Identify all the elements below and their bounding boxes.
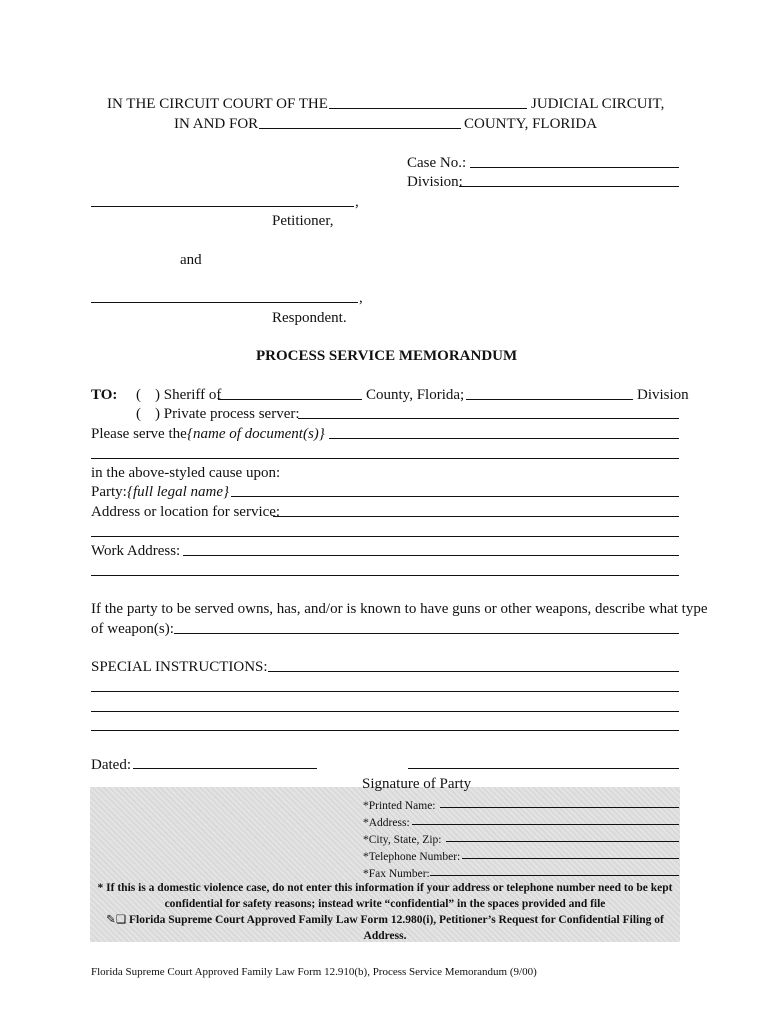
checkbox-icon: ❏ (115, 914, 127, 926)
city-state-zip-field[interactable] (446, 841, 679, 842)
page-title: PROCESS SERVICE MEMORANDUM (256, 348, 518, 364)
service-address-field[interactable] (273, 516, 679, 517)
upon-label: in the above-styled cause upon: (91, 465, 281, 481)
petitioner-comma: , (355, 194, 359, 210)
special-instructions-line3[interactable] (91, 711, 679, 712)
party-label: Party: (91, 484, 127, 500)
confidential-form-text: Florida Supreme Court Approved Family Law Form 12.980(i), Petitioner’s Request for Confidential Filing of (129, 914, 664, 926)
dated-label: Dated: (91, 757, 131, 773)
document-field[interactable] (329, 438, 679, 439)
sheriff-county-field[interactable] (218, 399, 362, 400)
domestic-violence-note-line2: confidential for safety reasons; instead write “confidential” in the spaces provided and file (164, 898, 606, 910)
service-address-field-line2[interactable] (91, 536, 679, 537)
county-florida-text: County, Florida; (366, 387, 465, 403)
petitioner-label: Petitioner, (272, 213, 334, 229)
sheriff-division-field[interactable] (466, 399, 633, 400)
county-field[interactable] (259, 128, 461, 129)
address-label: *Address: (363, 817, 410, 829)
and-label: and (180, 252, 202, 268)
printed-name-label: *Printed Name: (363, 800, 436, 812)
petitioner-field[interactable] (91, 206, 354, 207)
respondent-field[interactable] (91, 302, 358, 303)
division-field[interactable] (459, 186, 679, 187)
confidential-form-note (90, 912, 680, 928)
pen-icon: ✎ (106, 914, 116, 926)
court-line2-label: IN AND FOR (174, 116, 259, 132)
private-server-checkbox[interactable]: ( (136, 406, 141, 422)
work-address-field[interactable] (183, 555, 679, 556)
signature-field[interactable] (408, 768, 679, 769)
respondent-comma: , (359, 290, 363, 306)
division-label: Division: (407, 174, 463, 190)
case-no-field[interactable] (470, 167, 679, 168)
judicial-circuit-field[interactable] (329, 108, 527, 109)
weapons-field[interactable] (174, 633, 679, 634)
form-footer: Florida Supreme Court Approved Family Law Form 12.910(b), Process Service Memorandum (9/00) (91, 966, 537, 978)
fax-label: *Fax Number: (363, 868, 430, 880)
private-server-field[interactable] (298, 418, 679, 419)
sheriff-checkbox[interactable]: ( (136, 387, 141, 403)
dated-field[interactable] (133, 768, 317, 769)
serve-label: Please serve the (91, 426, 187, 442)
private-server-label: ) Private process server: (155, 406, 300, 422)
judicial-circuit-label: JUDICIAL CIRCUIT, (531, 96, 665, 112)
confidential-form-note-line2: Address. (363, 930, 407, 942)
case-no-label: Case No.: (407, 155, 467, 171)
court-line1-label: IN THE CIRCUIT COURT OF THE (107, 96, 328, 112)
sheriff-label: ) Sheriff of (155, 387, 222, 403)
work-address-label: Work Address: (91, 543, 181, 559)
domestic-violence-note: * If this is a domestic violence case, do not enter this information if your address or telephone number need to be kept (97, 882, 673, 894)
respondent-label: Respondent. (272, 310, 347, 326)
special-instructions-line2[interactable] (91, 691, 679, 692)
special-instructions-line4[interactable] (91, 730, 679, 731)
document-field-line2[interactable] (91, 458, 679, 459)
city-state-zip-label: *City, State, Zip: (363, 834, 442, 846)
division-text: Division (637, 387, 689, 403)
party-name-hint: {full legal name} (127, 484, 229, 500)
to-label: TO: (91, 387, 118, 403)
special-instructions-field[interactable] (268, 671, 679, 672)
work-address-field-line2[interactable] (91, 575, 679, 576)
weapons-question: If the party to be served owns, has, and/or is known to have guns or other weapons, describe what type (91, 601, 708, 617)
telephone-field[interactable] (462, 858, 679, 859)
signature-label: Signature of Party (362, 776, 472, 792)
special-instructions-label: SPECIAL INSTRUCTIONS: (91, 659, 268, 675)
weapons-label: of weapon(s): (91, 621, 174, 637)
service-address-label: Address or location for service: (91, 504, 281, 520)
telephone-label: *Telephone Number: (363, 851, 461, 863)
county-florida-label: COUNTY, FLORIDA (464, 116, 598, 132)
serve-document-hint: {name of document(s)} (187, 426, 325, 442)
fax-field[interactable] (430, 875, 679, 876)
party-name-field[interactable] (231, 496, 679, 497)
address-field[interactable] (412, 824, 679, 825)
printed-name-field[interactable] (440, 807, 679, 808)
